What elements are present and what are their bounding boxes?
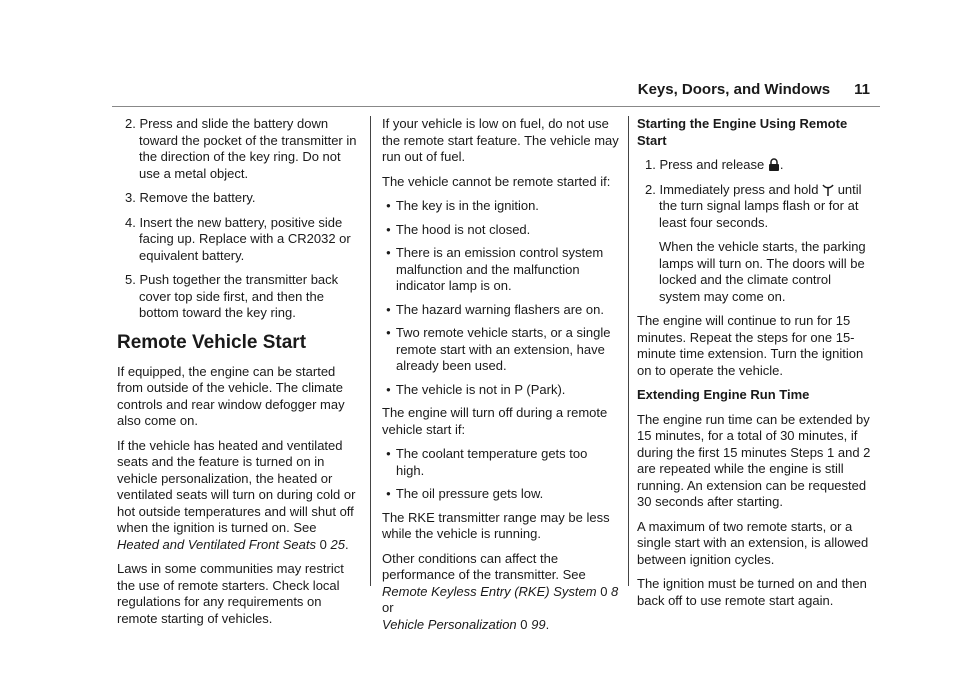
page-ref[interactable]: 25 [330,536,345,552]
column-divider-2 [628,116,629,586]
paragraph-maximum: A maximum of two remote starts, or a single start with an extension, is allowed between ignition cycles. [637,518,869,567]
section-heading: Remote Vehicle Start [117,331,307,353]
lock-icon [768,158,780,171]
text: Other conditions can affect the performance of the transmitter. See [382,550,586,582]
paragraph-turn-off: The engine will turn off during a remote vehicle start if: [382,405,608,437]
text: 1. Press and release [645,157,765,172]
subheading-extending: Extending Engine Run Time [637,387,810,402]
column-3 [637,116,874,617]
paragraph-ignition: The ignition must be turned on and then back off to use remote start again. [637,576,867,608]
paragraph-cannot-start: The vehicle cannot be remote started if: [382,173,611,189]
text: If the vehicle has heated and ventilated seats and the feature is turned on in vehicle personalization, the heated or ventilated seats will turn on during cold or hot outside temperatures and will shut off when the ignition is turned on. See [117,437,356,535]
list-item: ● The key is in the ignition. [382,198,619,215]
column-2 [382,116,619,641]
remote-start-icon [822,183,834,196]
list-item: ● Two remote vehicle starts, or a single remote start with an extension, have already been used. [382,325,619,375]
list-item: ● The hazard warning flashers are on. [382,302,619,319]
text: 2. Immediately press and hold [645,181,819,197]
step-3: 3. Remove the battery. [125,190,256,205]
list-item: ● There is an emission control system malfunction and the malfunction indicator lamp is on. [382,245,619,295]
list-item: ● The vehicle is not in P (Park). [382,382,619,399]
paragraph-conditions [382,551,619,634]
link-personalization[interactable]: Vehicle Personalization [382,616,517,632]
bullet-list-2 [382,446,619,503]
list-item: ● The oil pressure gets low. [382,486,619,503]
paragraph-intro: If equipped, the engine can be started from outside of the vehicle. The climate controls and rear window defogger may also come on. [117,363,345,428]
text: . [545,616,550,632]
header-rule [112,106,880,107]
column-divider-1 [370,116,371,586]
paragraph-extend: The engine run time can be extended by 15 minutes, for a total of 30 minutes, if during the first 15 minutes Steps 1 and 2 are repeated while the engine is still running. An extension can be requested 30 seconds after starting. [637,411,871,509]
paragraph-laws: Laws in some communities may restrict the use of remote starters. Check local regulations for any requirements on remote starting of vehicles. [117,561,344,626]
list-item: ● The hood is not closed. [382,222,619,239]
step-2: 2. Press and slide the battery down toward the pocket of the transmitter in the direction of the key ring. Do not use a metal object. [125,116,357,181]
paragraph-run-time: The engine will continue to run for 15 minutes. Repeat the steps for one 15-minute time extension. Turn the ignition on to operate the vehicle. [637,313,864,378]
link-rke[interactable]: Remote Keyless Entry (RKE) System [382,583,597,599]
step-2-note: When the vehicle starts, the parking lamps will turn on. The doors will be locked and the climate control system may come on. [659,239,866,304]
paragraph-fuel: If your vehicle is low on fuel, do not use the remote start feature. The vehicle may run out of fuel. [382,116,619,164]
paragraph-range: The RKE transmitter range may be less while the vehicle is running. [382,509,610,541]
page-number: 11 [854,81,870,98]
ref-arrow: 0 [520,616,528,632]
text: or [382,600,394,615]
step-2 [637,182,874,232]
page-ref[interactable]: 8 [611,583,619,599]
link-heated-seats[interactable]: Heated and Ventilated Front Seats [117,536,316,552]
step-1: 1. Press and release . [645,157,784,172]
section-title: Keys, Doors, and Windows [637,81,831,98]
text: . [344,536,349,552]
page-header [638,82,870,99]
bullet-list-1 [382,198,619,398]
subheading-starting: Starting the Engine Using Remote Start [637,116,848,148]
paragraph-seats [117,438,361,554]
page-ref[interactable]: 99 [531,616,546,632]
column-1 [117,116,361,635]
ref-arrow: 0 [319,536,327,552]
text: until the turn signal lamps flash or for at least four seconds. [659,181,862,230]
ref-arrow: 0 [600,583,608,599]
list-item: ● The coolant temperature gets too high. [382,446,619,479]
step-5: 5. Push together the transmitter back cover top side first, and then the bottom toward the key ring. [125,272,339,320]
step-4: 4. Insert the new battery, positive side facing up. Replace with a CR2032 or equivalent battery. [125,214,351,263]
